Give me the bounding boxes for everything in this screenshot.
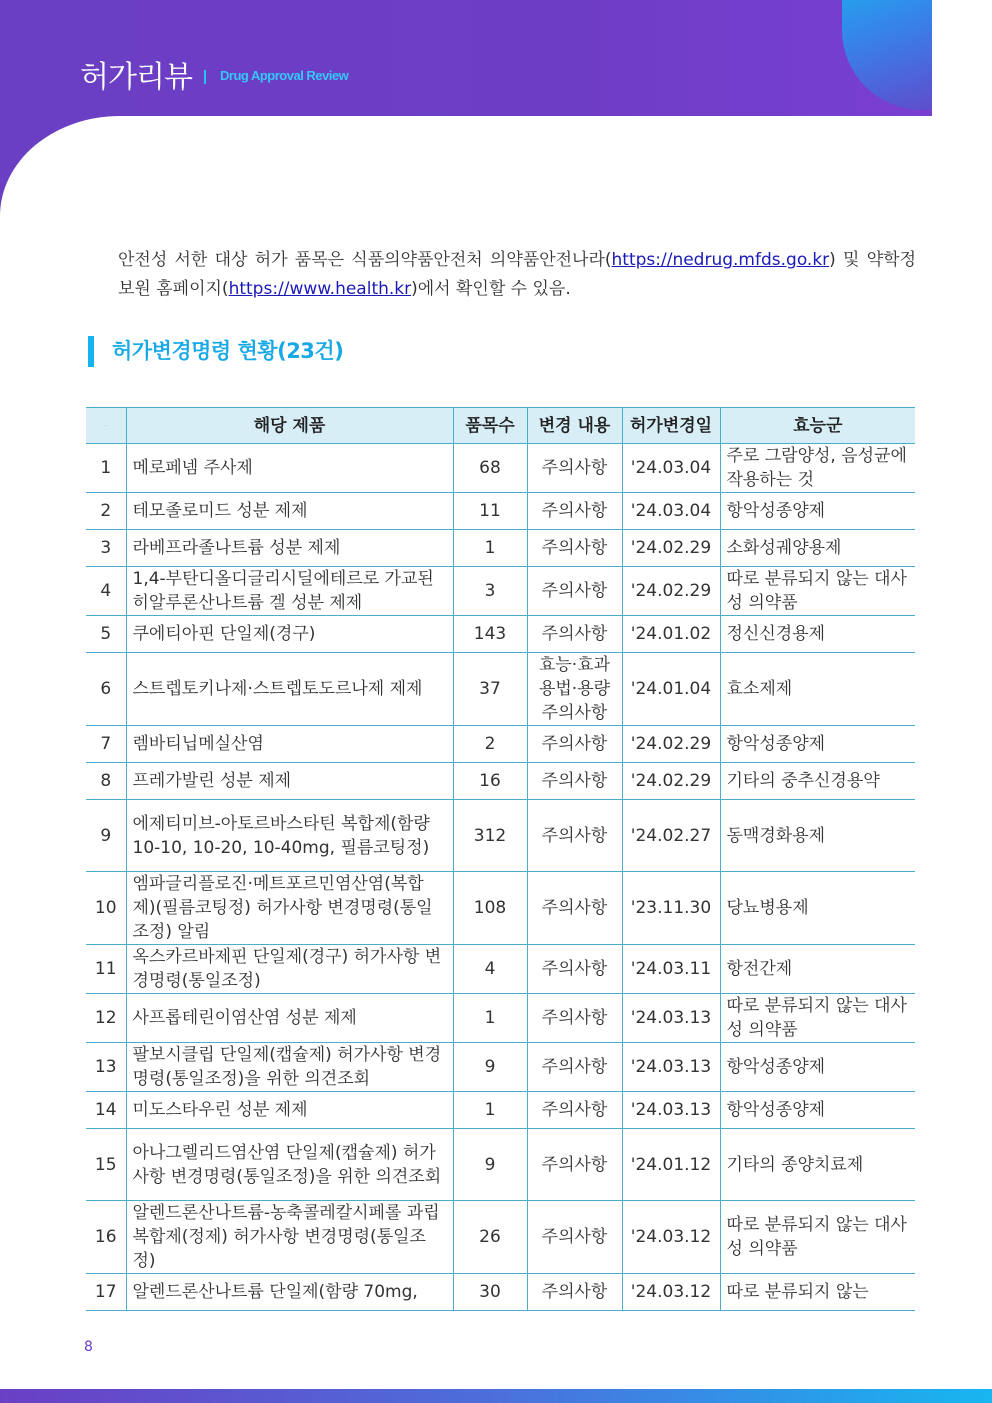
product-count: 1: [453, 530, 527, 567]
product-name: 미도스타우린 성분 제제: [126, 1092, 453, 1129]
product-name: 테모졸로미드 성분 제제: [126, 493, 453, 530]
change-content: 주의사항: [527, 800, 622, 872]
change-date: '24.03.04: [622, 444, 720, 493]
table-row: [86, 872, 915, 945]
change-content: 주의사항: [527, 763, 622, 800]
efficacy-group: 동맥경화용제: [720, 800, 915, 872]
header-efficacy: 효능군: [720, 408, 915, 444]
product-name: 프레가발린 성분 제제: [126, 763, 453, 800]
change-content: 주의사항: [527, 1092, 622, 1129]
product-name: 알렌드론산나트륨 단일제(함량 70mg,: [126, 1274, 453, 1311]
product-count: 108: [453, 872, 527, 945]
product-name: 아나그렐리드염산염 단일제(캡슐제) 허가사항 변경명령(통일조정)을 위한 의견조회: [126, 1129, 453, 1201]
efficacy-group: 항악성종양제: [720, 1092, 915, 1129]
table-row: [86, 653, 915, 726]
row-number: 3: [86, 530, 126, 567]
row-number: 6: [86, 653, 126, 726]
nedrug-link[interactable]: https://nedrug.mfds.go.kr: [611, 250, 830, 270]
change-content: 주의사항: [527, 567, 622, 616]
change-date: '24.03.13: [622, 994, 720, 1043]
product-name: 렘바티닙메실산염: [126, 726, 453, 763]
change-date: '24.02.29: [622, 530, 720, 567]
header-date: 허가변경일: [622, 408, 720, 444]
change-content: 주의사항: [527, 444, 622, 493]
product-count: 4: [453, 945, 527, 994]
product-count: 3: [453, 567, 527, 616]
row-number: 11: [86, 945, 126, 994]
intro-paragraph: [118, 246, 916, 304]
row-number: 2: [86, 493, 126, 530]
product-name: 팔보시클립 단일제(캡슐제) 허가사항 변경명령(통일조정)을 위한 의견조회: [126, 1043, 453, 1092]
product-name: 메로페넴 주사제: [126, 444, 453, 493]
efficacy-group: 따로 분류되지 않는 대사성 의약품: [720, 994, 915, 1043]
product-count: 1: [453, 994, 527, 1043]
row-number: 12: [86, 994, 126, 1043]
intro-text: )에서 확인할 수 있음.: [411, 279, 571, 299]
row-number: 15: [86, 1129, 126, 1201]
product-count: 9: [453, 1129, 527, 1201]
table-row: [86, 616, 915, 653]
product-name: 라베프라졸나트륨 성분 제제: [126, 530, 453, 567]
page-number: 8: [84, 1339, 93, 1355]
efficacy-group: 따로 분류되지 않는 대사성 의약품: [720, 567, 915, 616]
change-content: 주의사항: [527, 530, 622, 567]
efficacy-group: 항악성종양제: [720, 493, 915, 530]
efficacy-group: 항악성종양제: [720, 1043, 915, 1092]
change-content: 주의사항: [527, 1201, 622, 1274]
change-content: 주의사항: [527, 726, 622, 763]
approval-change-table: [86, 407, 915, 1311]
table-row: [86, 800, 915, 872]
product-count: 312: [453, 800, 527, 872]
product-name: 1,4-부탄디올디글리시딜에테르로 가교된 히알루론산나트륨 겔 성분 제제: [126, 567, 453, 616]
change-content: 주의사항: [527, 872, 622, 945]
table-row: [86, 1201, 915, 1274]
product-name: 스트렙토키나제·스트렙토도르나제 제제: [126, 653, 453, 726]
efficacy-group: 주로 그람양성, 음성균에 작용하는 것: [720, 444, 915, 493]
product-count: 68: [453, 444, 527, 493]
efficacy-group: 기타의 중추신경용약: [720, 763, 915, 800]
header-subtitle: Drug Approval Review: [220, 68, 349, 83]
change-date: '24.01.04: [622, 653, 720, 726]
change-content: 주의사항: [527, 1274, 622, 1311]
header-change: 변경 내용: [527, 408, 622, 444]
change-content: 효능·효과 용법·용량 주의사항: [527, 653, 622, 726]
table-row: [86, 493, 915, 530]
product-count: 37: [453, 653, 527, 726]
efficacy-group: 따로 분류되지 않는 대사성 의약품: [720, 1201, 915, 1274]
row-number: 14: [86, 1092, 126, 1129]
row-number: 13: [86, 1043, 126, 1092]
row-number: 16: [86, 1201, 126, 1274]
table-row: [86, 1092, 915, 1129]
header-separator: [204, 70, 206, 84]
table-row: [86, 763, 915, 800]
efficacy-group: 효소제제: [720, 653, 915, 726]
header-product: 해당 제품: [126, 408, 453, 444]
row-number: 10: [86, 872, 126, 945]
table-row: [86, 530, 915, 567]
header-right-strip: [932, 0, 962, 116]
product-count: 9: [453, 1043, 527, 1092]
section-title: 허가변경명령 현황(23건): [112, 339, 344, 363]
product-name: 알렌드론산나트륨-농축콜레칼시페롤 과립 복합제(정제) 허가사항 변경명령(통일조정): [126, 1201, 453, 1274]
change-date: '24.03.12: [622, 1274, 720, 1311]
table-row: [86, 567, 915, 616]
intro-text: 안전성 서한 대상 허가 품목은 식품의약품안전처 의약품안전나라(: [118, 250, 612, 270]
change-content: 주의사항: [527, 493, 622, 530]
change-content: 주의사항: [527, 945, 622, 994]
row-number: 1: [86, 444, 126, 493]
change-date: '23.11.30: [622, 872, 720, 945]
change-date: '24.02.29: [622, 726, 720, 763]
table-row: [86, 726, 915, 763]
table-row: [86, 444, 915, 493]
product-count: 1: [453, 1092, 527, 1129]
change-content: 주의사항: [527, 1129, 622, 1201]
change-date: '24.02.29: [622, 763, 720, 800]
header-count: 품목수: [453, 408, 527, 444]
efficacy-group: 따로 분류되지 않는: [720, 1274, 915, 1311]
product-count: 26: [453, 1201, 527, 1274]
health-kr-link[interactable]: https://www.health.kr: [228, 279, 412, 299]
change-content: 주의사항: [527, 994, 622, 1043]
change-date: '24.03.12: [622, 1201, 720, 1274]
row-number: 9: [86, 800, 126, 872]
change-content: 주의사항: [527, 1043, 622, 1092]
change-date: '24.03.13: [622, 1092, 720, 1129]
efficacy-group: 소화성궤양용제: [720, 530, 915, 567]
row-number: 7: [86, 726, 126, 763]
row-number: 8: [86, 763, 126, 800]
change-date: '24.02.27: [622, 800, 720, 872]
product-name: 옥스카르바제핀 단일제(경구) 허가사항 변경명령(통일조정): [126, 945, 453, 994]
table-row: [86, 945, 915, 994]
product-name: 엠파글리플로진·메트포르민염산염(복합제)(필름코팅정) 허가사항 변경명령(통일조정) 알림: [126, 872, 453, 945]
footer-bar: [0, 1389, 992, 1403]
row-number: 17: [86, 1274, 126, 1311]
product-count: 16: [453, 763, 527, 800]
product-count: 143: [453, 616, 527, 653]
row-number: 4: [86, 567, 126, 616]
efficacy-group: 기타의 종양치료제: [720, 1129, 915, 1201]
change-date: '24.03.04: [622, 493, 720, 530]
product-name: 에제티미브-아토르바스타틴 복합제(함량 10-10, 10-20, 10-40mg, 필름코팅정): [126, 800, 453, 872]
product-name: 사프롭테린이염산염 성분 제제: [126, 994, 453, 1043]
efficacy-group: 정신신경용제: [720, 616, 915, 653]
section-marker: [88, 336, 94, 367]
product-count: 30: [453, 1274, 527, 1311]
intro-text: ) 및 약학정보원 홈페이지(: [118, 250, 916, 299]
row-number: 5: [86, 616, 126, 653]
efficacy-group: 당뇨병용제: [720, 872, 915, 945]
change-date: '24.03.13: [622, 1043, 720, 1092]
table-row: [86, 994, 915, 1043]
table-row: [86, 1129, 915, 1201]
product-count: 11: [453, 493, 527, 530]
table-row: [86, 1043, 915, 1092]
header-no: -: [86, 408, 126, 444]
header-title: 허가리뷰: [80, 60, 192, 95]
change-date: '24.01.02: [622, 616, 720, 653]
change-date: '24.03.11: [622, 945, 720, 994]
change-date: '24.02.29: [622, 567, 720, 616]
product-count: 2: [453, 726, 527, 763]
product-name: 쿠에티아핀 단일제(경구): [126, 616, 453, 653]
efficacy-group: 항전간제: [720, 945, 915, 994]
change-date: '24.01.12: [622, 1129, 720, 1201]
change-content: 주의사항: [527, 616, 622, 653]
table-row: [86, 1274, 915, 1311]
efficacy-group: 항악성종양제: [720, 726, 915, 763]
table-header-row: [86, 408, 915, 444]
header-band: [0, 0, 962, 116]
